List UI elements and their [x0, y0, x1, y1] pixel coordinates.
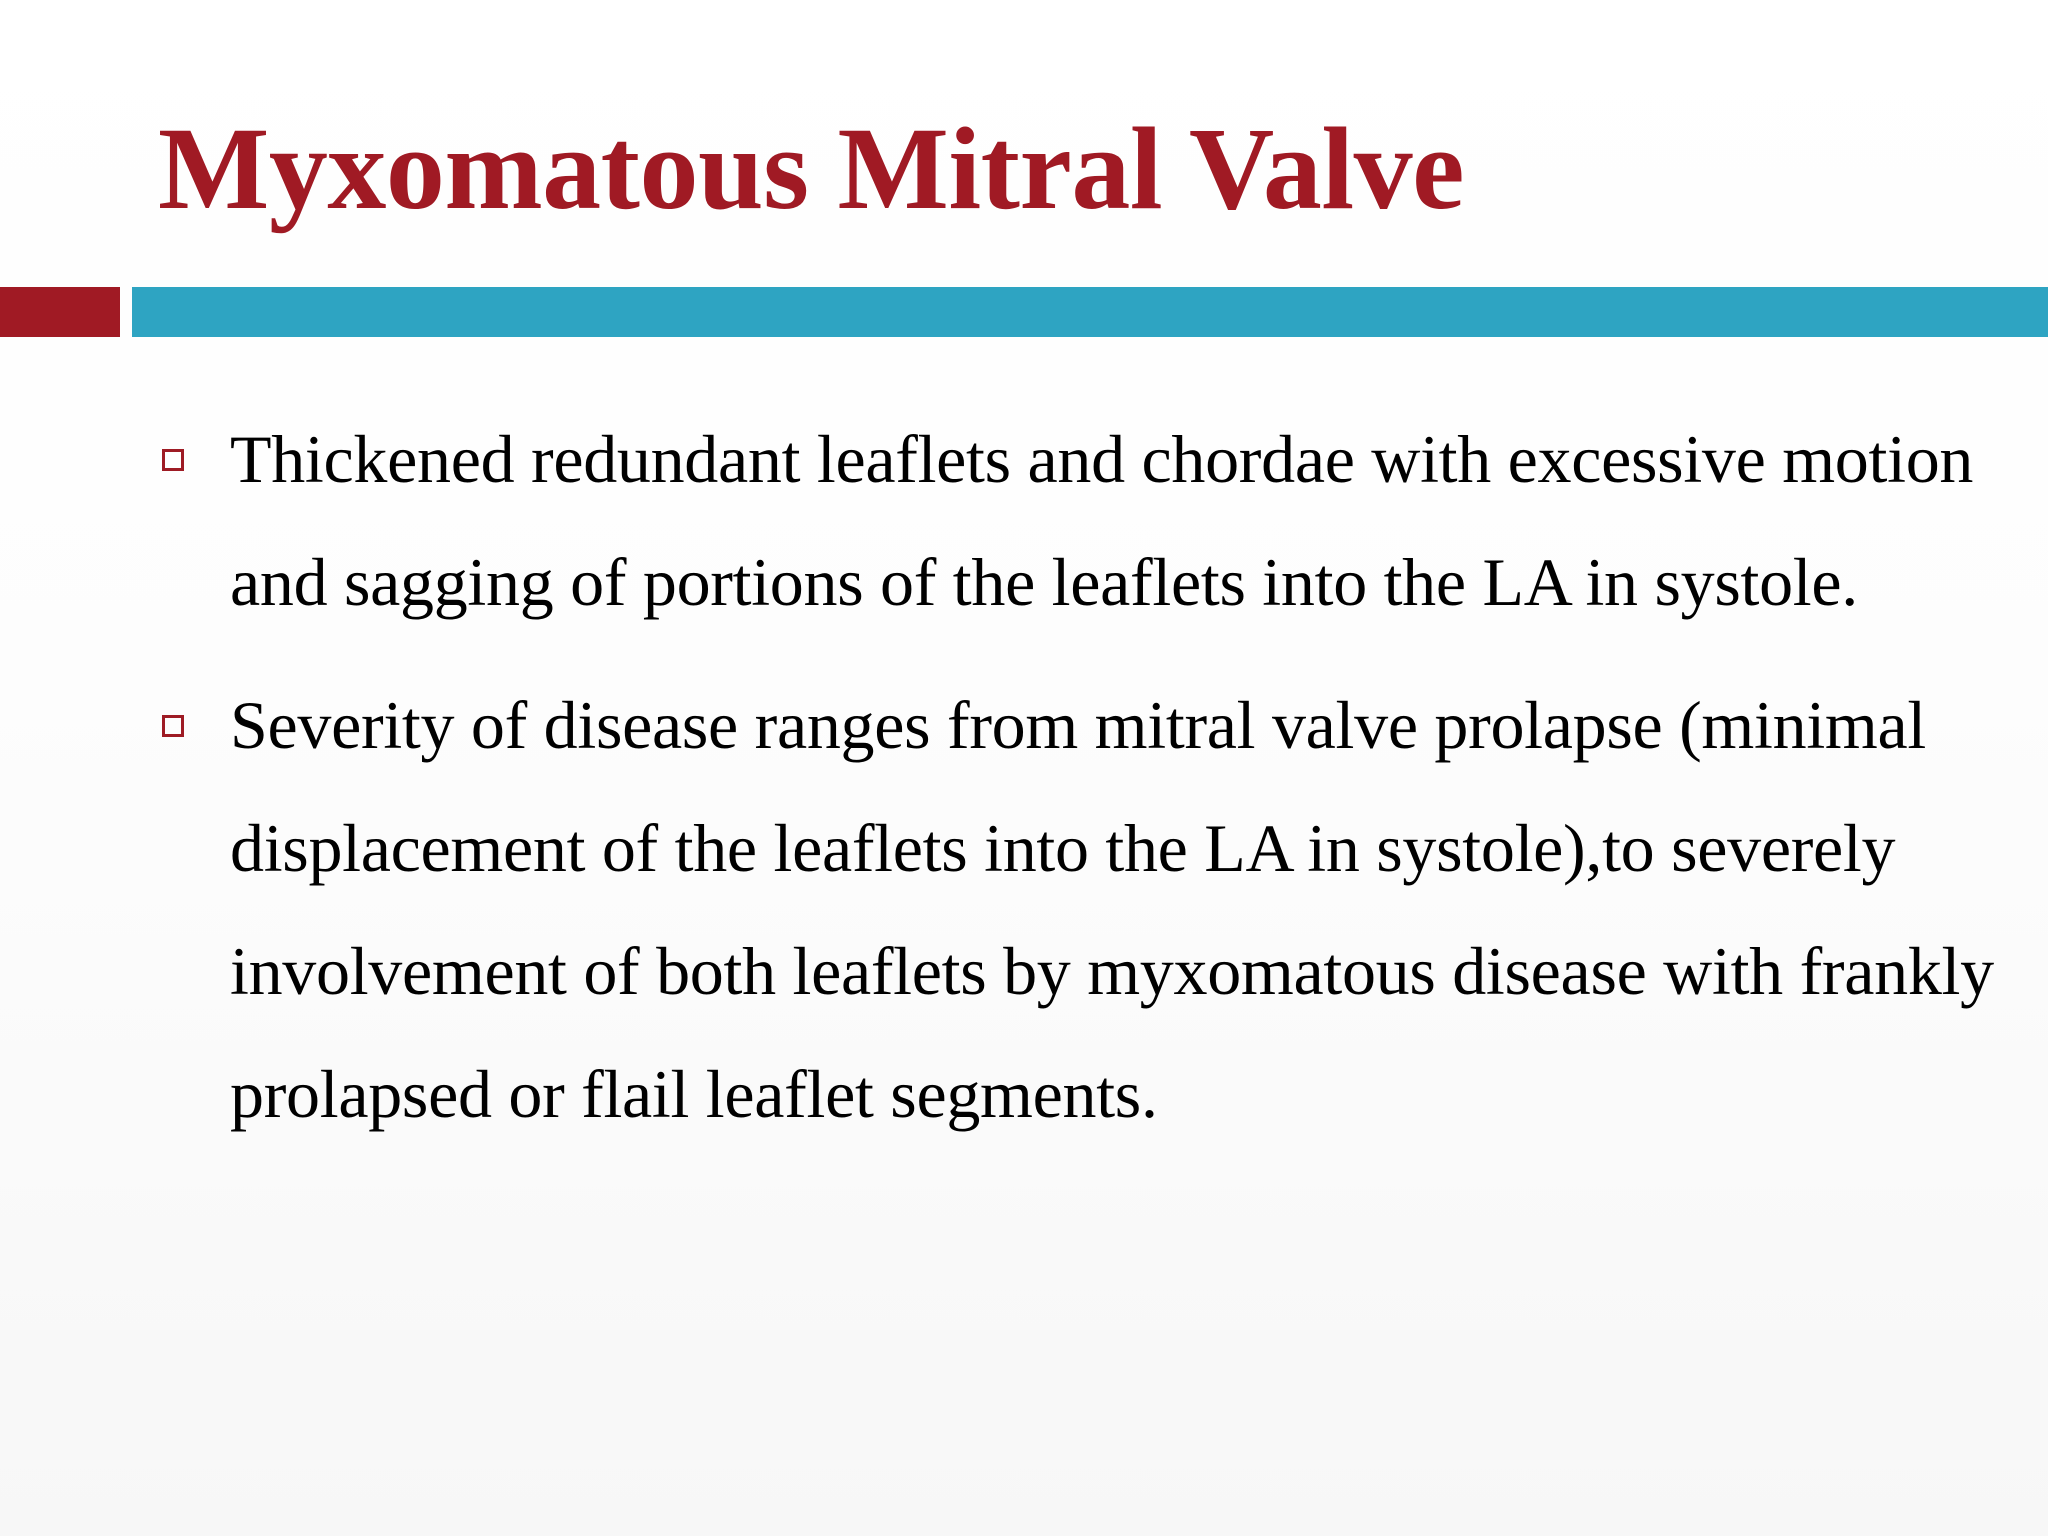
bullet-text: Thickened redundant leaflets and chordae with excessive motion and sagging of portions of the leaflets into the LA in systole.	[230, 421, 1974, 620]
bullet-text: Severity of disease ranges from mitral valve prolapse (minimal displacement of the leaflets into the LA in systole),to severely involvement of both leaflets by myxomatous disease with frankly prolapsed or flail leaflet segments.	[230, 687, 1994, 1132]
bullet-list	[0, 398, 2048, 1176]
slide-title: Myxomatous Mitral Valve	[158, 103, 1465, 234]
square-bullet-icon	[162, 715, 184, 737]
bullet-item	[0, 664, 2048, 1156]
square-bullet-icon	[162, 449, 184, 471]
accent-bar-teal	[132, 287, 2048, 337]
bullet-item	[0, 398, 2048, 644]
accent-bar-red	[0, 287, 120, 337]
